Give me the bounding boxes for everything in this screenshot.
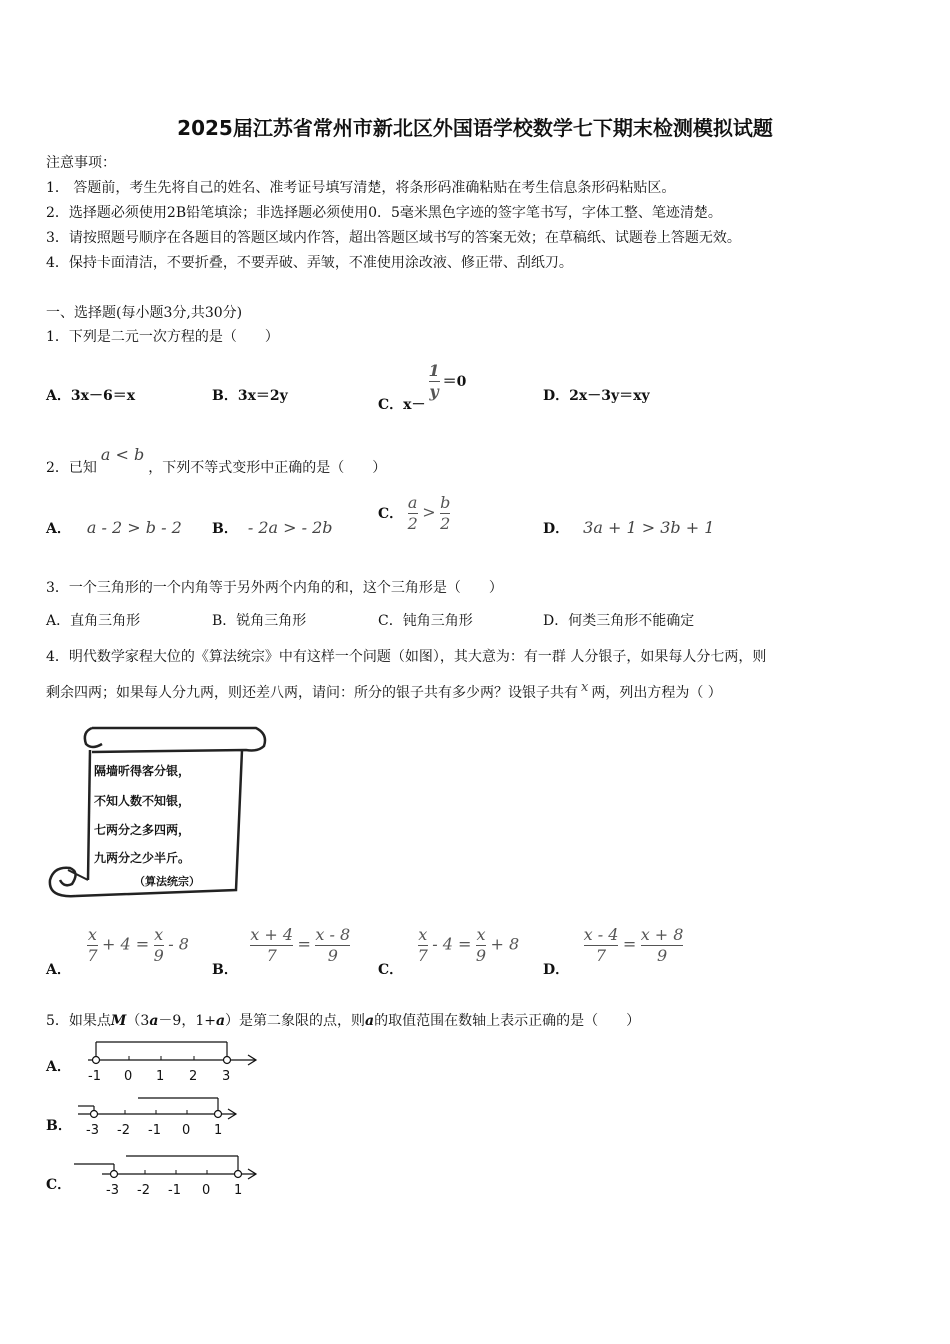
tick-label: -3 xyxy=(106,1183,119,1198)
q3-option-a: A．直角三角形 xyxy=(46,613,141,629)
q2-stem: 2．已知a < b，下列不等式变形中正确的是（ ） xyxy=(46,445,387,476)
tick-label: -1 xyxy=(148,1123,161,1138)
tick-label: 1 xyxy=(214,1123,223,1138)
q4-option-b: B． $\frac{x + 4}{7}$ = $\frac{x - 8}{9}$ xyxy=(212,925,351,978)
scroll-line-5: （算法统宗） xyxy=(134,875,200,888)
q2-option-c: C． $\frac{a}{2}$ > $\frac{b}{2}$ xyxy=(378,493,451,533)
scroll-line-1: 隔墙听得客分银， xyxy=(94,764,191,778)
tick-label: 2 xyxy=(189,1069,198,1084)
tick-label: -1 xyxy=(88,1069,101,1084)
q3-option-c: C．钝角三角形 xyxy=(378,613,473,629)
q1-option-a: A．3x－6＝x xyxy=(46,388,136,404)
notice-item-1: 1． 答题前，考生先将自己的姓名、准考证号填写清楚，将条形码准确粘贴在考生信息条形码粘贴区。 xyxy=(46,180,676,196)
tick-label: -2 xyxy=(117,1123,130,1138)
scroll-line-4: 九两分之少半斤。 xyxy=(94,851,191,865)
q5-option-b-numberline xyxy=(78,1094,248,1148)
notice-item-3: 3．请按照题号顺序在各题目的答题区域内作答，超出答题区域书写的答案无效；在草稿纸、试题卷上答题无效。 xyxy=(46,230,741,246)
tick-label: 1 xyxy=(234,1183,243,1198)
q1-stem: 1．下列是二元一次方程的是（ ） xyxy=(46,329,279,345)
q3-option-d: D．何类三角形不能确定 xyxy=(543,613,695,629)
q1-option-b: B．3x＝2y xyxy=(212,388,288,404)
q4-option-d: D． $\frac{x - 4}{7}$ = $\frac{x + 8}{9}$ xyxy=(543,925,684,978)
q5-option-c-numberline xyxy=(74,1152,264,1206)
tick-label: -2 xyxy=(137,1183,150,1198)
q5-stem: 5．如果点M（3a－9，1+a）是第二象限的点，则a的取值范围在数轴上表示正确的是（ ） xyxy=(46,1013,641,1029)
tick-label: 1 xyxy=(156,1069,165,1084)
scroll-figure xyxy=(46,720,270,905)
tick-label: 0 xyxy=(182,1123,191,1138)
q3-option-b: B．锐角三角形 xyxy=(212,613,307,629)
q5-option-c-label: C． xyxy=(46,1177,72,1193)
tick-label: 3 xyxy=(222,1069,231,1084)
tick-label: 0 xyxy=(202,1183,211,1198)
tick-label: 0 xyxy=(124,1069,133,1084)
q2-option-b: B． - 2a > - 2b xyxy=(212,518,333,537)
q4-option-a: A． $\frac{x}{7}$ + 4 = $\frac{x}{9}$ - 8 xyxy=(46,925,189,978)
q3-stem: 3．一个三角形的一个内角等于另外两个内角的和，这个三角形是（ ） xyxy=(46,580,503,596)
q5-option-a-numberline xyxy=(84,1036,264,1090)
q4-stem-line1: 4．明代数学家程大位的《算法统宗》中有这样一个问题（如图），其大意为：有一群 人分银子，如果每人分七两，则 xyxy=(46,649,767,665)
q1-option-c: C．x－ $\frac{1}{y}$ ＝0 xyxy=(378,361,467,413)
q5-option-a-label: A． xyxy=(46,1059,71,1075)
q4-stem-line2: 剩余四两；如果每人分九两，则还差八两，请问：所分的银子共有多少两？设银子共有 x 两，列出方程为（ ） xyxy=(46,680,722,701)
notice-item-4: 4．保持卡面清洁，不要折叠，不要弄破、弄皱，不准使用涂改液、修正带、刮纸刀。 xyxy=(46,255,573,271)
scroll-line-2: 不知人数不知银， xyxy=(94,794,191,808)
section-heading: 一、选择题(每小题3分,共30分) xyxy=(46,305,243,321)
q2-option-a: A． a - 2 > b - 2 xyxy=(46,518,182,537)
notice-item-2: 2．选择题必须使用2B铅笔填涂；非选择题必须使用0．5毫米黑色字迹的签字笔书写，字体工整、笔迹清楚。 xyxy=(46,205,722,221)
page-title: 2025届江苏省常州市新北区外国语学校数学七下期末检测模拟试题 xyxy=(177,116,773,140)
scroll-line-3: 七两分之多四两， xyxy=(94,823,191,837)
q4-option-c: C． $\frac{x}{7}$ - 4 = $\frac{x}{9}$ + 8 xyxy=(378,925,520,978)
q1-option-d: D．2x－3y＝xy xyxy=(543,388,650,404)
notice-heading: 注意事项： xyxy=(46,155,116,171)
q2-option-d: D． 3a + 1 > 3b + 1 xyxy=(543,518,715,537)
tick-label: -1 xyxy=(168,1183,181,1198)
tick-label: -3 xyxy=(86,1123,99,1138)
q5-option-b-label: B． xyxy=(46,1118,72,1134)
